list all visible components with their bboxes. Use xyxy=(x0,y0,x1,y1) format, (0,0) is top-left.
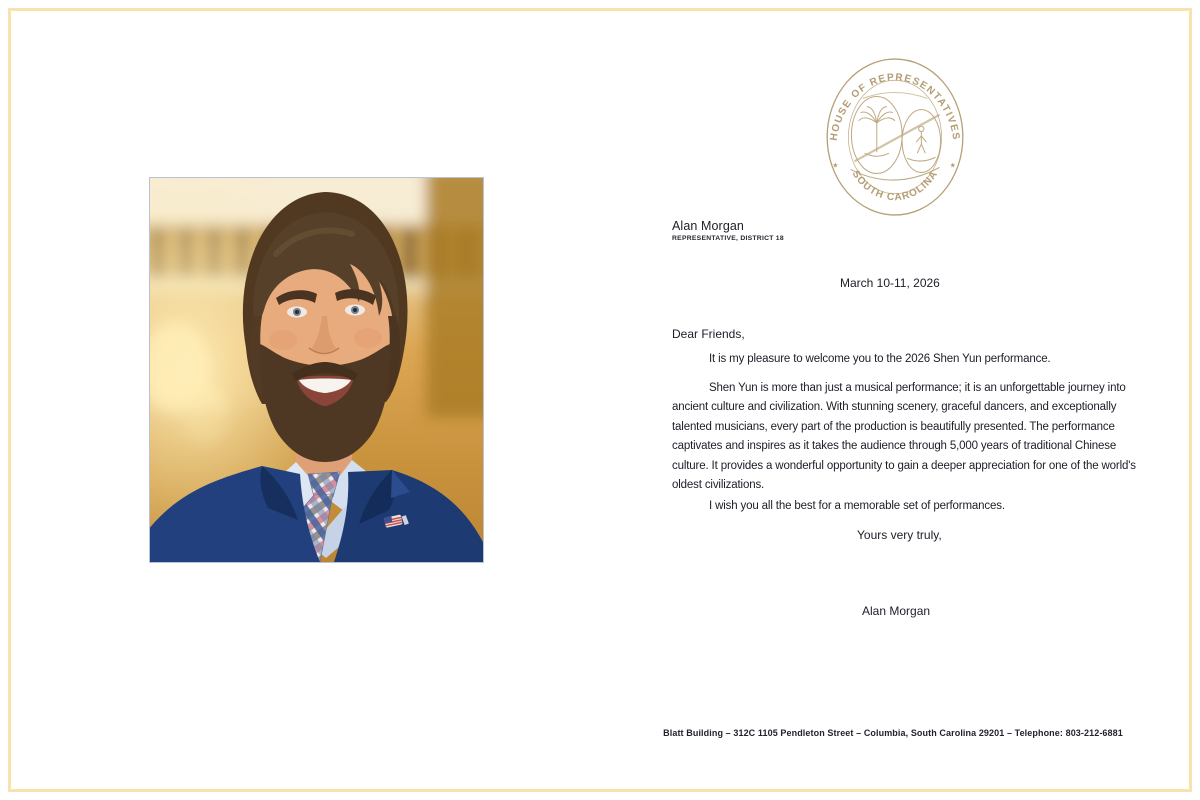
star-icon: ★ xyxy=(832,161,839,170)
fallen-log xyxy=(855,115,940,162)
eye-left xyxy=(287,307,307,318)
sender-title: REPRESENTATIVE, DISTRICT 18 xyxy=(672,235,784,242)
cheek-right xyxy=(354,328,382,348)
seal-bottom-text-holder xyxy=(850,169,941,204)
house-of-representatives-seal-icon xyxy=(824,56,966,218)
sender-name: Alan Morgan xyxy=(672,219,744,233)
shoreline xyxy=(907,157,935,161)
seal-bottom-text: SOUTH CAROLINA xyxy=(849,168,941,204)
laurel-top xyxy=(863,92,928,98)
paragraph-wishes: I wish you all the best for a memorable set of performances. xyxy=(709,500,1005,512)
figure-head xyxy=(919,126,924,131)
eye-right xyxy=(345,305,365,316)
figure-body xyxy=(916,132,926,153)
paragraph-welcome: It is my pleasure to welcome you to the 2026 Shen Yun performance. xyxy=(709,353,1051,365)
signature-name: Alan Morgan xyxy=(862,604,931,618)
closing: Yours very truly, xyxy=(857,528,942,542)
star-icon: ★ xyxy=(949,161,957,170)
seal-center-emblem xyxy=(850,92,940,180)
palmetto-fronds xyxy=(859,107,895,123)
salutation: Dear Friends, xyxy=(672,327,745,341)
footer-address: Blatt Building – 312C 1105 Pendleton Street – Columbia, South Carolina 29201 – Telephone: 803-212-6881 xyxy=(663,728,1123,738)
paragraph-body: Shen Yun is more than just a musical performance; it is an unforgettable journey into ancient culture and civilization. With stunning scenery, graceful dancers, and exceptionally talented musicians, every part of the production is beautifully presented. The performance captivates and inspires as it takes the audience through 5,000 years of traditional Chinese culture. It provides a wonderful opportunity to gain a deeper appreciation for one of the world's oldest civilizations. xyxy=(672,382,1136,492)
cheek-left xyxy=(269,330,297,350)
letter-date: March 10-11, 2026 xyxy=(840,276,940,290)
seal-top-text: HOUSE OF REPRESENTATIVES xyxy=(828,72,962,142)
portrait-photo xyxy=(150,178,483,562)
